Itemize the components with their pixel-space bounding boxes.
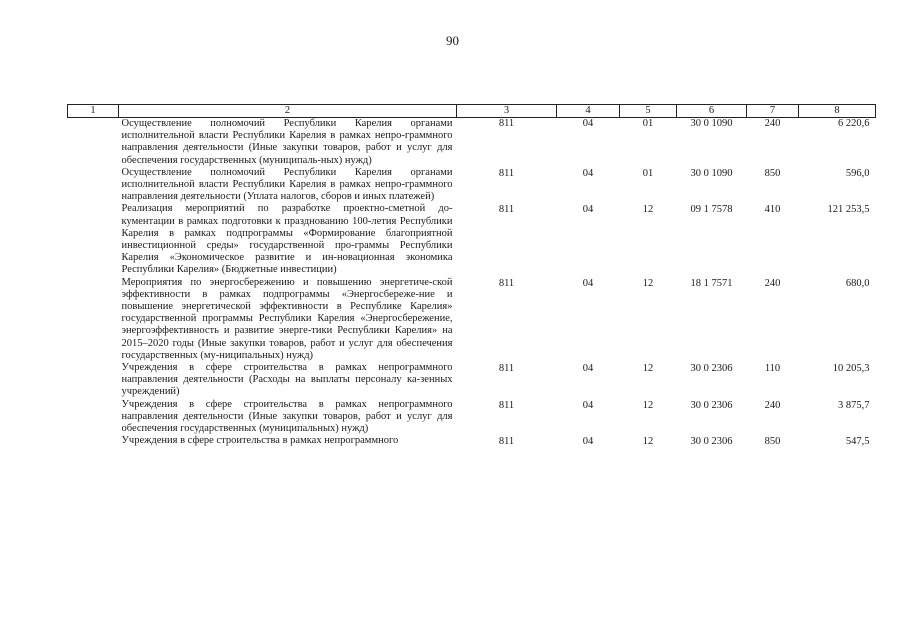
amount-cell: 6 220,6 xyxy=(838,118,870,129)
grbs-cell: 811 xyxy=(498,167,515,179)
expense-type-cell: 240 xyxy=(764,277,781,289)
description-cell: Учреждения в сфере строительства в рамках непрограммного направления деятельности (Иные закупки товаров, работ и услуг для обеспечения государственных (муниципальных) нужд) xyxy=(121,398,453,435)
subsection-cell: 12 xyxy=(642,363,654,375)
row-number-cell xyxy=(68,399,119,436)
row-number-cell xyxy=(68,203,119,276)
table-row xyxy=(68,203,876,276)
row-number-cell xyxy=(68,435,119,448)
grbs-cell: 811 xyxy=(498,204,515,216)
section-cell: 04 xyxy=(582,204,594,216)
section-cell: 04 xyxy=(582,118,594,129)
grbs-cell: 811 xyxy=(498,363,515,375)
description-cell: Реализация мероприятий по разработке проектно-сметной до-кументации в рамках подготовки к празднованию 100-летия Республики Карелия в рамках подпрограммы «Формирование благоприятной инвестиционной среды» государственной про-граммы Республики Карелия «Экономическое развитие и ин-новационная экономика Республики Карелия» (Бюджетные инвестиции) xyxy=(121,203,453,276)
subsection-cell: 12 xyxy=(642,204,654,216)
row-number-cell xyxy=(68,277,119,362)
subsection-cell: 01 xyxy=(642,167,654,179)
target-article-cell: 30 0 2306 xyxy=(690,436,733,448)
target-article-cell: 30 0 2306 xyxy=(690,363,733,375)
table-row xyxy=(68,277,876,362)
column-header-7: 7 xyxy=(747,105,799,118)
subsection-cell: 12 xyxy=(642,436,654,448)
column-header-5: 5 xyxy=(620,105,677,118)
amount-cell: 10 205,3 xyxy=(832,363,870,375)
grbs-cell: 811 xyxy=(498,277,515,289)
expense-type-cell: 410 xyxy=(764,204,781,216)
target-article-cell: 30 0 1090 xyxy=(690,167,733,179)
amount-cell: 596,0 xyxy=(845,167,870,179)
description-cell: Осуществление полномочий Республики Карелия органами исполнительной власти Республики Карелия в рамках непро-граммного направления деятельности (Иные закупки товаров, работ и услуг для обеспечения государственных (муниципаль-ных) нужд) xyxy=(121,118,453,166)
description-cell: Учреждения в сфере строительства в рамках непрограммного направления деятельности (Расходы на выплаты персоналу ка-зенных учреждений) xyxy=(121,362,453,398)
grbs-cell: 811 xyxy=(498,399,515,411)
expense-type-cell: 240 xyxy=(764,118,781,129)
table-row xyxy=(68,167,876,204)
table-header-row xyxy=(68,105,876,118)
target-article-cell: 18 1 7571 xyxy=(690,277,733,289)
table-row xyxy=(68,435,876,448)
table-row xyxy=(68,118,876,167)
grbs-cell: 811 xyxy=(498,118,515,129)
row-number-cell xyxy=(68,167,119,204)
table-row xyxy=(68,362,876,399)
description-cell: Учреждения в сфере строительства в рамках непрограммного xyxy=(121,435,399,447)
page-number: 90 xyxy=(446,33,459,48)
column-header-4: 4 xyxy=(557,105,620,118)
description-cell: Мероприятия по энергосбережению и повышению энергетиче-ской эффективности в рамках подпрограммы «Энергосбереже-ние и повышение энергетической эффективности в Республике Карелия» государственной программы Республики Карелия «Энергосбережение, энергоэффективность и развитие энерге-тики Республики Карелия» на 2015–2020 годы (Иные закупки товаров, работ и услуг для обеспечения государственных (му-ниципальных) нужд) xyxy=(121,276,453,361)
amount-cell: 3 875,7 xyxy=(838,399,870,411)
section-cell: 04 xyxy=(582,363,594,375)
expense-type-cell: 850 xyxy=(764,167,781,179)
row-number-cell xyxy=(68,118,119,167)
budget-table xyxy=(67,104,876,448)
section-cell: 04 xyxy=(582,436,594,448)
row-number-cell xyxy=(68,362,119,399)
expense-type-cell: 110 xyxy=(764,363,781,375)
grbs-cell: 811 xyxy=(498,436,515,448)
subsection-cell: 01 xyxy=(642,118,654,129)
subsection-cell: 12 xyxy=(642,399,654,411)
column-header-2: 2 xyxy=(119,105,457,118)
table-row xyxy=(68,399,876,436)
column-header-3: 3 xyxy=(457,105,557,118)
section-cell: 04 xyxy=(582,167,594,179)
amount-cell: 680,0 xyxy=(845,277,870,289)
column-header-1: 1 xyxy=(68,105,119,118)
expense-type-cell: 240 xyxy=(764,399,781,411)
amount-cell: 121 253,5 xyxy=(827,204,870,216)
column-header-8: 8 xyxy=(799,105,876,118)
subsection-cell: 12 xyxy=(642,277,654,289)
target-article-cell: 09 1 7578 xyxy=(690,204,733,216)
target-article-cell: 30 0 1090 xyxy=(690,118,733,129)
section-cell: 04 xyxy=(582,277,594,289)
section-cell: 04 xyxy=(582,399,594,411)
target-article-cell: 30 0 2306 xyxy=(690,399,733,411)
column-header-6: 6 xyxy=(677,105,747,118)
expense-type-cell: 850 xyxy=(764,436,781,448)
description-cell: Осуществление полномочий Республики Карелия органами исполнительной власти Республики Карелия в рамках непро-граммного направления деятельности (Уплата налогов, сборов и иных платежей) xyxy=(121,166,453,203)
amount-cell: 547,5 xyxy=(845,436,870,448)
